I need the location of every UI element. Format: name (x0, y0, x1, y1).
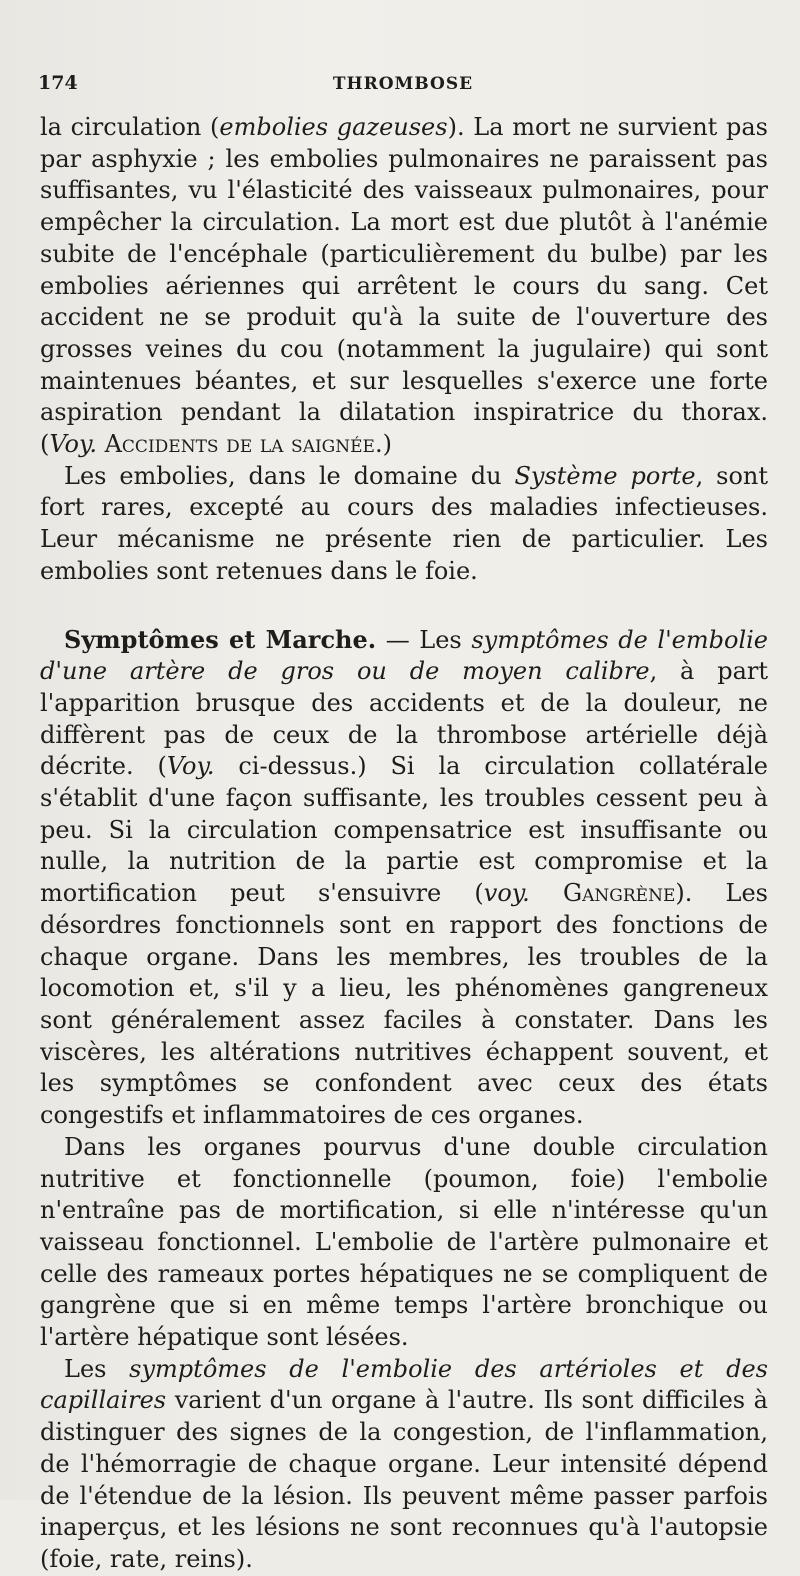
text-run: ci-dessus.) Si la circulation collatérale s'établit d'une façon suffisante, les troubles cessent peu à peu. Si la circulation compensatrice est insuffisante ou nulle, la nutrition de la partie est compromise et la mortification peut s'ensuivre ( (40, 752, 768, 908)
section-heading: Symptômes et Marche. (64, 624, 377, 654)
text-run: , sont fort rares, excepté au cours des maladies infectieuses. Leur mécanisme ne présente rien de particulier. Les embolies sont retenues dans le foie. (40, 461, 768, 585)
text-run (530, 879, 563, 907)
page-number: 174 (38, 72, 78, 94)
text-run: Les (64, 1354, 130, 1383)
text-run: , à part l'apparition brusque des accidents et de la douleur, ne diffèrent pas de ceux de la thrombose artérielle déjà décrite. ( (40, 657, 768, 781)
text-run: ). La mort ne survient pas par asphyxie ; les embolies pulmonaires ne paraissent pas suffisantes, vu l'élasticité des vaisseaux pulmonaires, pour empêcher la circulation. La mort est due plutôt à l'anémie subite de l'encéphale (particulièrement du bulbe) par les embolies aériennes qui arrêtent le cours du sang. Cet accident ne se produit qu'à la suite de l'ouverture des grosses veines du cou (notamment la jugulaire) qui sont maintenues béantes, et sur lesquelles s'exerce une forte aspiration pendant la dilatation inspiratrice du thorax. ( (40, 113, 769, 459)
italic-term: symptômes de l'embolie d'une artère de gros ou de moyen calibre (40, 625, 769, 686)
italic-voy: Voy. (166, 752, 215, 781)
text-run: la circulation ( (40, 113, 220, 141)
text-body (40, 112, 768, 1576)
text-run: Dans les organes pourvus d'une double circulation nutritive et fonctionnelle (poumon, foie) l'embolie n'entraîne pas de mortification, si elle n'intéresse qu'un vaisseau fonctionnel. L'embolie de l'artère pulmonaire et celle des rameaux portes hépatiques ne se compliquent de gangrène que si en même temps l'artère bronchique ou l'artère hépatique sont lésées. (40, 1132, 768, 1352)
small-caps-reference: Accidents de la saignée (104, 430, 375, 459)
paragraph-systeme-porte (40, 461, 768, 588)
text-run: Les embolies, dans le domaine du (64, 461, 515, 490)
italic-voy: Voy. (49, 430, 97, 459)
page-header (38, 72, 768, 100)
italic-term: symptômes de l'embolie des artérioles et des capillaires (40, 1354, 768, 1415)
text-run (97, 430, 105, 458)
text-run: ). Les désordres fonctionnels sont en rapport des fonctions de chaque organe. Dans les membres, les troubles de la locomotion et, s'il y a lieu, les phénomènes gangreneux sont généralement assez faciles à constater. Dans les viscères, les altérations nutritives échappent souvent, et les symptômes se confondent avec ceux des états congestifs et inflammatoires de ces organes. (40, 879, 768, 1130)
paragraph-embolies-gazeuses (40, 112, 768, 461)
paragraph-double-circulation (40, 1132, 768, 1354)
italic-voy: voy. (483, 879, 530, 908)
paragraph-arterioles-capillaires (40, 1354, 768, 1576)
text-run: — Les (376, 625, 472, 654)
text-run: varient d'un organe à l'autre. Ils sont difficiles à distinguer des signes de la congestion, de l'inflammation, de l'hémorragie de chaque organe. Leur intensité dépend de l'étendue de la lésion. Ils peuvent même passer parfois inaperçus, et les lésions ne sont reconnues qu'à l'autopsie (foie, rate, reins). (40, 1386, 768, 1573)
small-caps-reference: Gangrène (562, 879, 676, 908)
text-run: .) (374, 430, 392, 459)
italic-term: embolies gazeuses (219, 113, 448, 141)
italic-term: Système porte (514, 461, 696, 490)
running-head: THROMBOSE (332, 74, 474, 94)
paragraph-symptomes-marche (40, 624, 768, 1132)
